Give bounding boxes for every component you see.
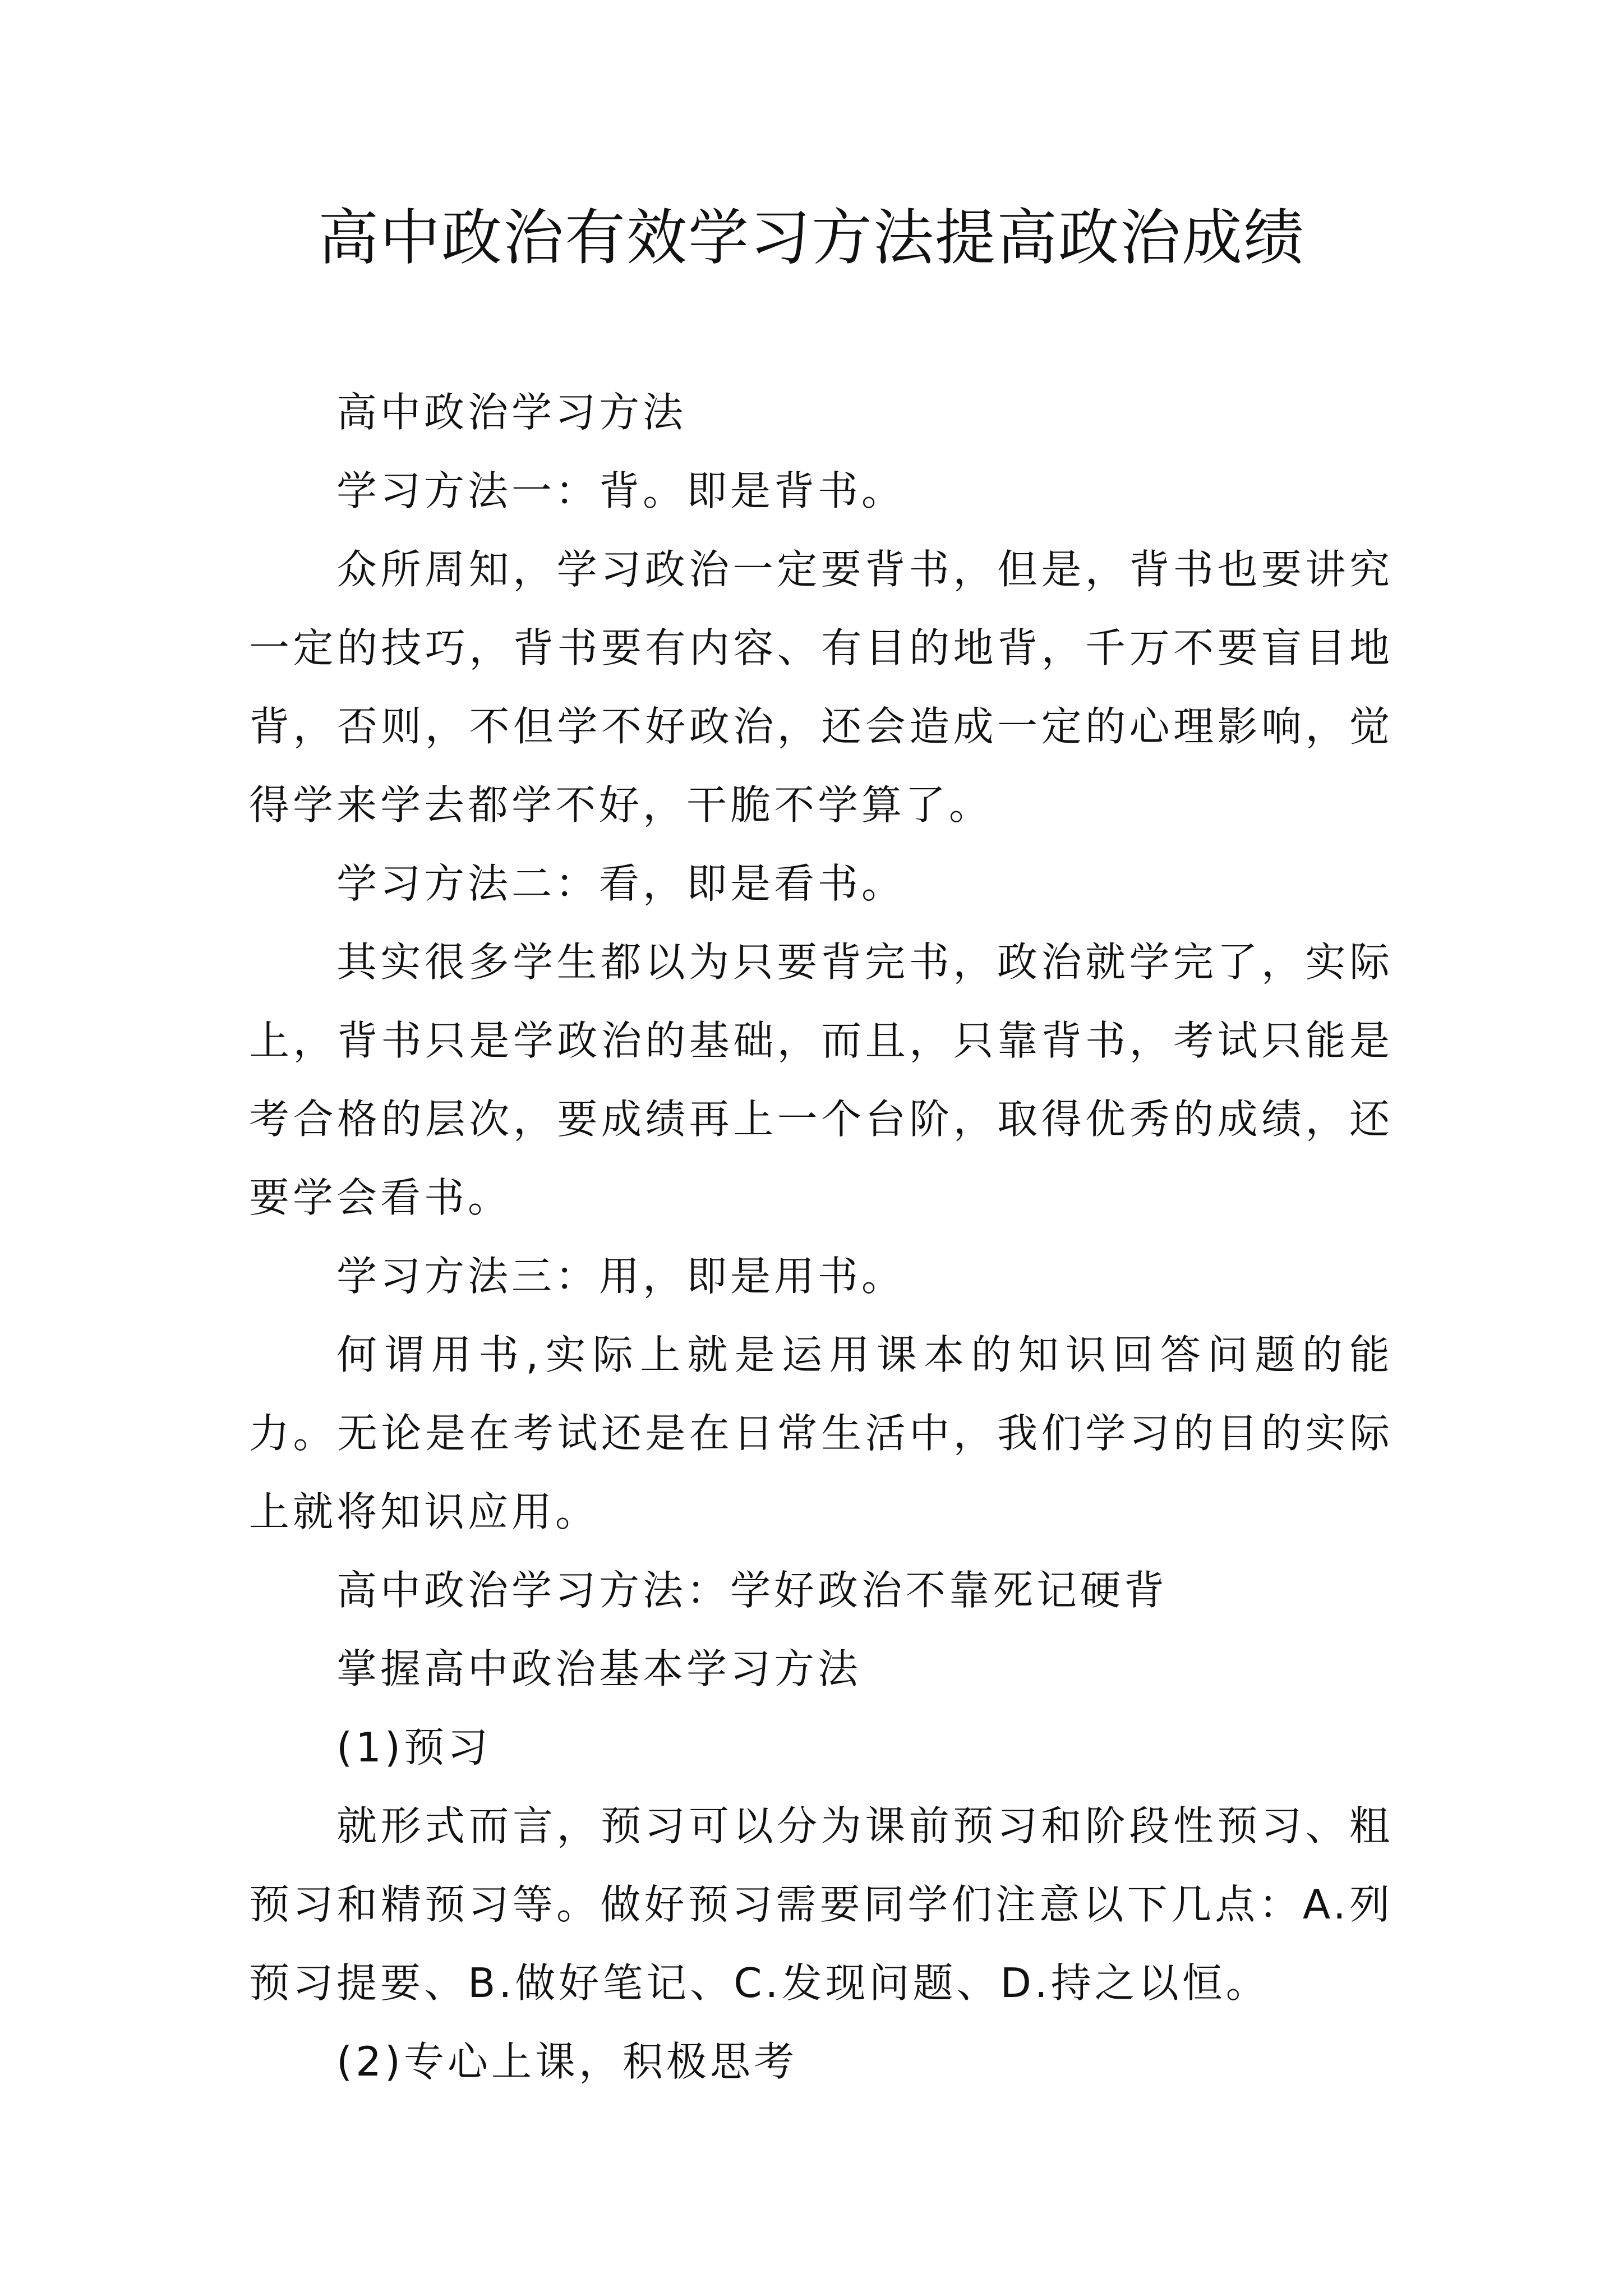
document-body (249, 373, 1393, 2101)
paragraph: 众所周知，学习政治一定要背书，但是，背书也要讲究一定的技巧，背书要有内容、有目的地背，千万不要盲目地背，否则，不但学不好政治，还会造成一定的心理影响，觉得学来学去都学不好，干脆不学算了。 (249, 546, 1393, 829)
paragraph: 学习方法二：看，即是看书。 (336, 860, 906, 907)
paragraph: 就形式而言，预习可以分为课前预习和阶段性预习、粗预习和精预习等。做好预习需要同学们注意以下几点：A.列预习提要、B.做好笔记、C.发现问题、D.持之以恒。 (249, 1802, 1393, 2007)
document-title: 高中政治有效学习方法提高政治成绩 (317, 203, 1305, 273)
paragraph: (1)预习 (336, 1724, 491, 1771)
paragraph: 何谓用书,实际上就是运用课本的知识回答问题的能力。无论是在考试还是在日常生活中，我们学习的目的实际上就将知识应用。 (249, 1331, 1393, 1535)
paragraph: 其实很多学生都以为只要背完书，政治就学完了，实际上，背书只是学政治的基础，而且，只靠背书，考试只能是考合格的层次，要成绩再上一个台阶，取得优秀的成绩，还要学会看书。 (249, 938, 1393, 1221)
paragraph: 高中政治学习方法：学好政治不靠死记硬背 (336, 1567, 1168, 1614)
paragraph: 学习方法一：背。即是背书。 (336, 467, 906, 514)
paragraph: 掌握高中政治基本学习方法 (336, 1645, 862, 1692)
paragraph: (2)专心上课，积极思考 (336, 2038, 797, 2085)
paragraph: 学习方法三：用，即是用书。 (336, 1253, 906, 1300)
paragraph: 高中政治学习方法 (336, 389, 687, 436)
